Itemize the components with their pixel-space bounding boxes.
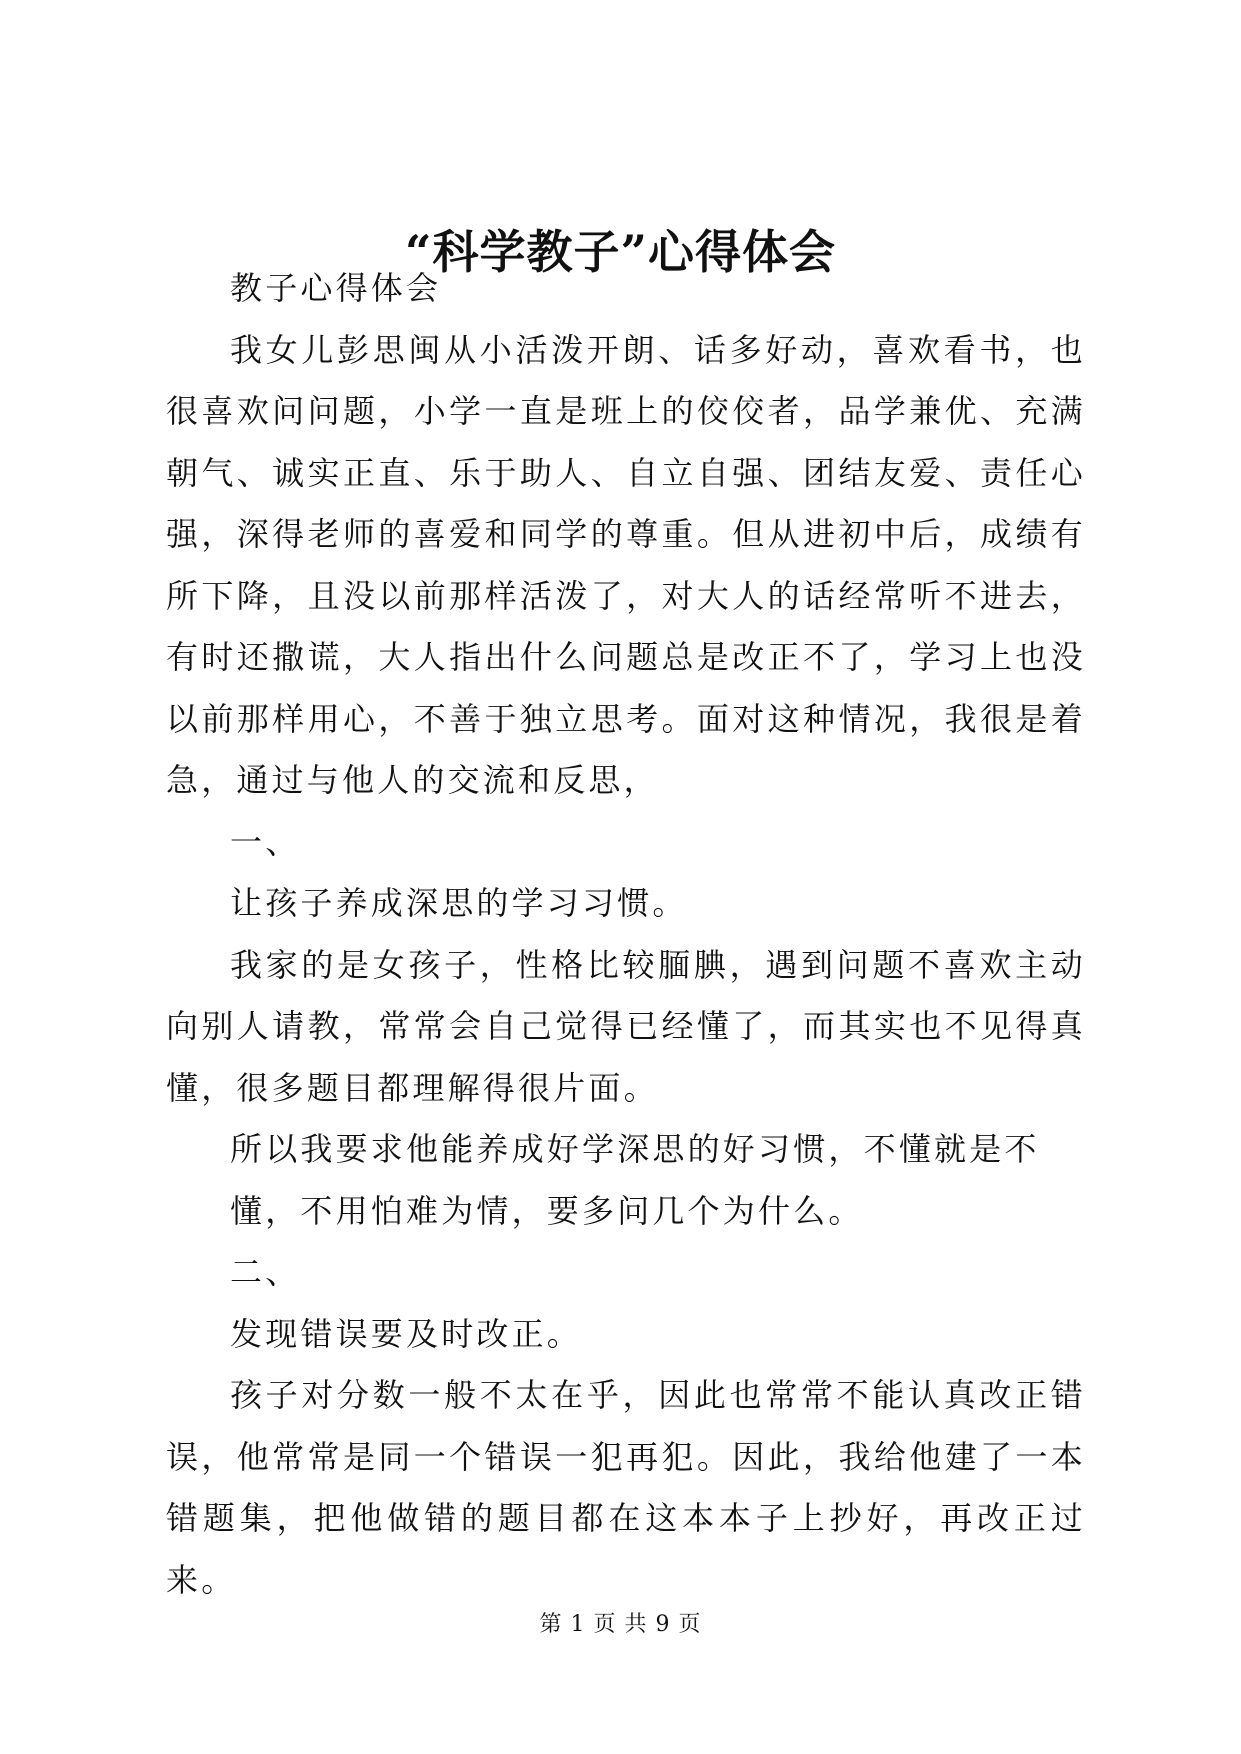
paragraph-section-1-line-b: 懂，不用怕难为情，要多问几个为什么。 bbox=[230, 1191, 864, 1230]
section-heading-1: 让孩子养成深思的学习习惯。 bbox=[230, 884, 688, 922]
paragraph-section-1-line-a: 所以我要求他能养成好学深思的好习惯，不懂就是不 bbox=[230, 1130, 1040, 1168]
document-title: “科学教子”心得体会 bbox=[405, 225, 836, 279]
paragraph-subtitle: 教子心得体会 bbox=[230, 269, 442, 307]
page-footer: 第 1 页 共 9 页 bbox=[539, 1612, 702, 1637]
section-number-1: 一、 bbox=[230, 822, 301, 861]
paragraph-section-1: 我家的是女孩子，性格比较腼腆，遇到问题不喜欢主动向别人请教，常常会自己觉得已经懂了，而其实也不见得真懂，很多题目都理解得很片面。 bbox=[166, 945, 1086, 1107]
section-heading-2: 发现错误要及时改正。 bbox=[230, 1314, 583, 1353]
document-body bbox=[166, 258, 1086, 1611]
paragraph-intro: 我女儿彭思闽从小活泼开朗、话多好动，喜欢看书，也很喜欢问问题，小学一直是班上的佼佼者，品学兼优、充满朝气、诚实正直、乐于助人、自立自强、团结友爱、责任心强，深得老师的喜爱和同学的尊重。但从进初中后，成绩有所下降，且没以前那样活泼了，对大人的话经常听不进去，有时还撒谎，大人指出什么问题总是改正不了，学习上也没以前那样用心，不善于独立思考。面对这种情况，我很是着急，通过与他人的交流和反思， bbox=[166, 330, 1086, 799]
section-number-2: 二、 bbox=[230, 1253, 301, 1291]
paragraph-section-2: 孩子对分数一般不太在乎，因此也常常不能认真改正错误，他常常是同一个错误一犯再犯。因此，我给他建了一本错题集，把他做错的题目都在这本本子上抄好，再改正过来。 bbox=[166, 1376, 1086, 1599]
